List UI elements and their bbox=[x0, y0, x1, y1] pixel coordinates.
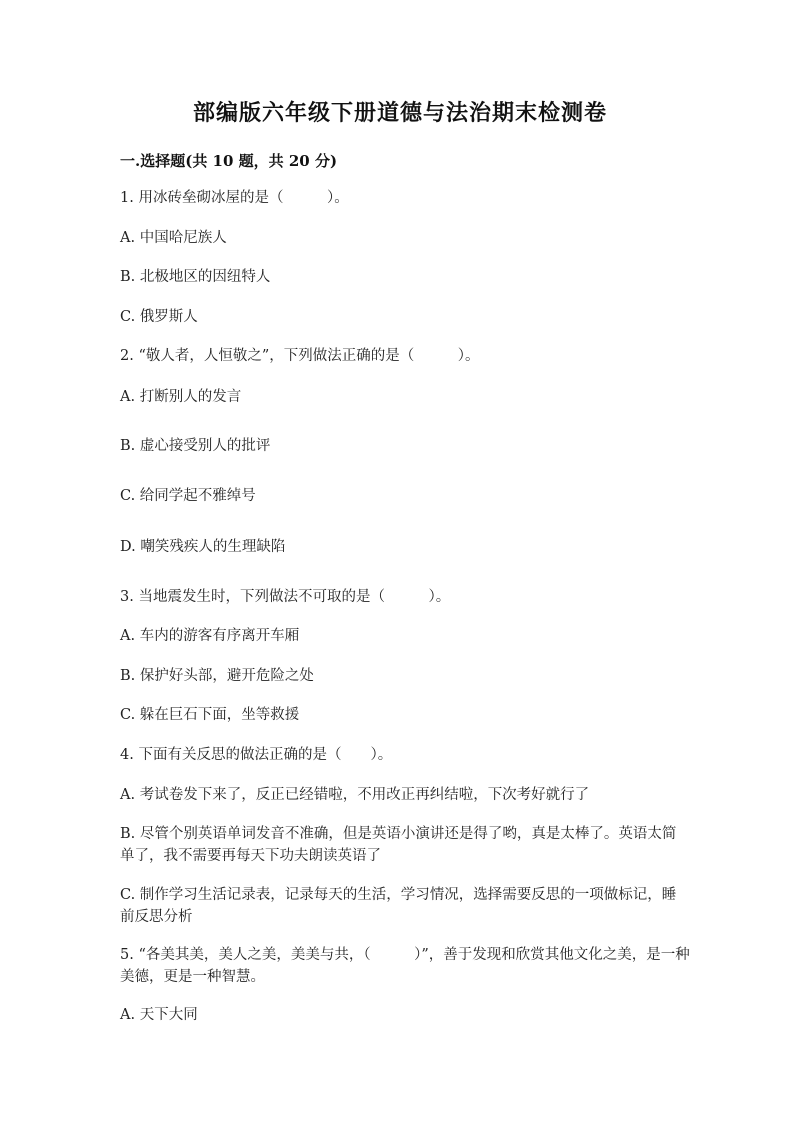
question-4-option-a: A. 考试卷发下来了，反正已经错啦，不用改正再纠结啦，下次考好就行了 bbox=[120, 787, 590, 803]
question-1-option-a: A. 中国哈尼族人 bbox=[120, 230, 227, 246]
question-4-option-c: C. 制作学习生活记录表，记录每天的生活，学习情况，选择需要反思的一项做标记，睡前反思分析 bbox=[120, 887, 677, 925]
question-3-stem: 3. 当地震发生时，下列做法不可取的是（ ）。 bbox=[120, 589, 451, 605]
question-2-stem: 2. “敬人者，人恒敬之”，下列做法正确的是（ ）。 bbox=[120, 348, 480, 364]
question-4-stem: 4. 下面有关反思的做法正确的是（ ）。 bbox=[120, 747, 393, 763]
question-1-option-c: C. 俄罗斯人 bbox=[120, 309, 198, 325]
question-2-option-d: D. 嘲笑残疾人的生理缺陷 bbox=[120, 539, 286, 555]
question-1-stem: 1. 用冰砖垒砌冰屋的是（ ）。 bbox=[120, 190, 349, 206]
question-4-option-b: B. 尽管个别英语单词发音不准确，但是英语小演讲还是得了哟，真是太棒了。英语太简单了，我不需要再每天下功夫朗读英语了 bbox=[120, 826, 677, 864]
question-1-option-b: B. 北极地区的因纽特人 bbox=[120, 269, 271, 285]
page-title: 部编版六年级下册道德与法治期末检测卷 bbox=[192, 100, 607, 126]
question-2-option-b: B. 虚心接受别人的批评 bbox=[120, 438, 271, 454]
question-3-option-c: C. 躲在巨石下面，坐等救援 bbox=[120, 707, 300, 723]
question-5-option-a: A. 天下大同 bbox=[120, 1007, 198, 1023]
question-2-option-a: A. 打断别人的发言 bbox=[120, 389, 242, 405]
section-heading: 一.选择题(共 10 题，共 20 分) bbox=[120, 152, 338, 170]
question-5-stem: 5. “各美其美，美人之美，美美与共，（ ）”，善于发现和欣赏其他文化之美，是一种美德，更是一种智慧。 bbox=[120, 947, 690, 985]
question-3-option-a: A. 车内的游客有序离开车厢 bbox=[120, 628, 300, 644]
question-3-option-b: B. 保护好头部，避开危险之处 bbox=[120, 668, 314, 684]
question-2-option-c: C. 给同学起不雅绰号 bbox=[120, 488, 256, 504]
